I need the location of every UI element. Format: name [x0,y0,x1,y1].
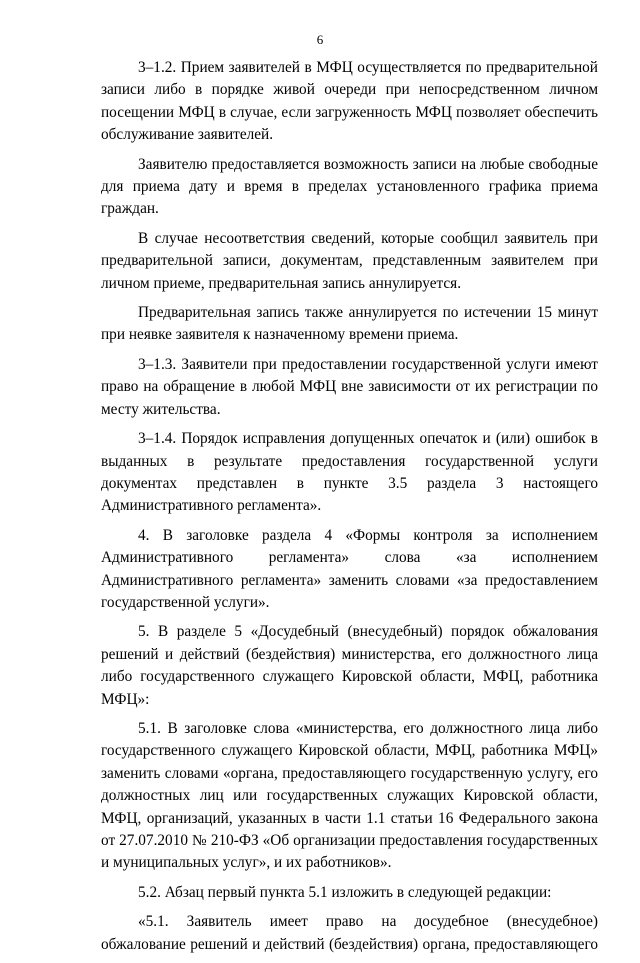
paragraph-5-2: 5.2. Абзац первый пункта 5.1 изложить в следующей редакции: [138,883,552,901]
paragraph-3-1-3: 3–1.3. Заявители при предоставлении государственной услуги имеют право на обращение в любой МФЦ вне зависимости от их регистрации по месту жительства. [101,355,598,418]
document-body [101,57,598,963]
paragraph-3-1-4: 3–1.4. Порядок исправления допущенных опечаток и (или) ошибок в выданных в результате предоставления государственной услуги документах представлен в пункте 3.5 раздела 3 настоящего Административного регламента». [101,430,598,515]
paragraph-quote-5-1: «5.1. Заявитель имеет право на досудебное (внесудебное) обжалование решений и действий (бездействия) органа, предоставляющего [101,913,598,953]
paragraph-5: 5. В разделе 5 «Досудебный (внесудебный) порядок обжалования решений и действий (бездействия) министерства, его должностного лица либо государственного служащего Кировской области, МФЦ, работника МФЦ»: [101,623,598,708]
paragraph-appointment-option: Заявителю предоставляется возможность записи на любые свободные для приема дату и время в пределах установленного графика приема граждан. [101,155,598,218]
paragraph-mismatch: В случае несоответствия сведений, которые сообщил заявитель при предварительной записи, документам, представленным заявителем при личном приеме, предварительная запись аннулируется. [101,229,598,292]
paragraph-4: 4. В заголовке раздела 4 «Формы контроля за исполнением Административного регламента» слова «за исполнением Административного регламента» заменить словами «за предоставлением государственной услуги». [101,526,598,611]
paragraph-annulment: Предварительная запись также аннулируется по истечении 15 минут при неявке заявителя к назначенному времени приема. [101,304,598,344]
paragraph-3-1-2: 3–1.2. Прием заявителей в МФЦ осуществляется по предварительной записи либо в порядке живой очереди при непосредственном личном посещении МФЦ в случае, если загруженность МФЦ позволяет обеспечить обслуживание заявителей. [101,59,598,144]
page-number: 6 [316,32,324,47]
paragraph-5-1: 5.1. В заголовке слова «министерства, его должностного лица либо государственного служащего Кировской области, МФЦ, работника МФЦ» заменить словами «органа, предоставляющего государственную услугу, его должностных лиц или государственных служащих Кировской области, МФЦ, организаций, указанных в части 1.1 статьи 16 Федерального закона от 27.07.2010 № 210-ФЗ «Об организации предоставления государственных и муниципальных услуг», и их работников». [101,719,598,872]
